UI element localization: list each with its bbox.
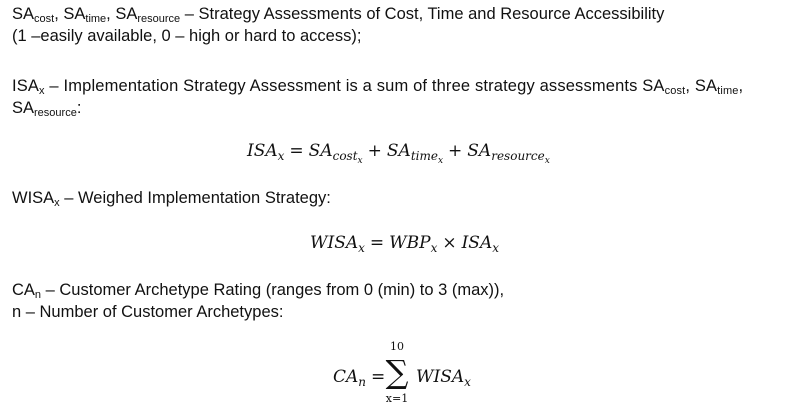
sa-cost-subscript: cost [34,13,55,25]
sa-description: – Strategy Assessments of Cost, Time and Resource Accessibility [180,5,665,23]
sa-definition-line1 [12,4,664,24]
sa-symbol: SA [63,5,86,23]
wisa-subscript: x [54,197,60,209]
wisa-term-subscript: x [464,375,471,389]
subscript-text: cost [332,149,358,163]
wbp-term: WBP [389,233,431,253]
wisa-definition-line [12,188,331,208]
sa-cost-subscript: cost [664,85,686,97]
subscript-text: time [410,149,438,163]
plus-sign: + [448,141,463,161]
sum-lower-limit: x=1 [385,392,409,405]
sum-upper-limit: 10 [390,340,404,353]
wisa-equation [310,232,499,254]
equals-sign: = [289,141,304,161]
subscript-text: resource [491,149,545,163]
equals-sign: = [369,233,385,253]
sa-resource-subscript: resource [34,107,77,119]
ca-lhs-subscript: n [358,375,367,389]
isa-equation [247,140,550,166]
separator: , [106,5,116,23]
sa-cost-term: SA [308,141,333,161]
sa-definition-line2: (1 –easily available, 0 – high or hard to access); [12,27,362,45]
plus-sign: + [367,141,382,161]
equals-sign: = [371,367,386,387]
sa-time-term: SA [386,141,411,161]
sa-resource-term: SA [467,141,492,161]
separator: , [54,5,64,23]
wisa-description: – Weighed Implementation Strategy: [59,189,331,207]
subsubscript-text: x [357,156,363,166]
isa-lhs-subscript: x [277,149,285,163]
wisa-lhs: WISA [310,233,359,253]
sa-symbol: SA [12,5,35,23]
isa-symbol: ISA [12,77,40,95]
sa-resource-term-subscript [491,149,550,166]
subsubscript-text: x [437,156,444,166]
sa-symbol: , SA [685,77,718,95]
ca-definition-line1 [12,280,504,300]
times-sign: × [442,233,457,253]
colon: : [76,99,82,117]
sa-time-subscript: time [717,85,739,97]
sa-symbol: SA [115,5,138,23]
isa-subscript: x [39,85,45,97]
summation-sign-wrap [384,353,410,391]
wisa-lhs-subscript: x [358,241,365,255]
separator: , [738,77,744,95]
isa-subscript: x [492,241,500,255]
subsubscript-text: x [544,156,550,166]
wbp-subscript: x [430,241,438,255]
isa-definition-line1 [12,76,743,96]
sa-symbol: SA [12,99,35,117]
summation-sign: ∑ [385,353,409,391]
isa-definition-line2 [12,98,81,118]
wisa-symbol: WISA [12,189,55,207]
ca-subscript: n [34,289,42,301]
sa-time-term-subscript [410,149,444,166]
isa-description: – Implementation Strategy Assessment is a sum of three strategy assessments SA [44,77,665,95]
isa-term: ISA [461,233,493,253]
ca-symbol: CA [12,281,35,299]
ca-sum-term [416,366,471,388]
ca-lhs: CA [333,367,359,387]
ca-definition-line2: n – Number of Customer Archetypes: [12,303,284,321]
ca-description: – Customer Archetype Rating (ranges from 0 (min) to 3 (max)), [41,281,505,299]
sa-resource-subscript: resource [137,13,181,25]
sa-time-subscript: time [85,13,107,25]
ca-lhs-group [333,366,390,388]
isa-lhs: ISA [247,141,278,161]
sa-cost-term-subscript [332,149,363,166]
wisa-term: WISA [416,367,465,387]
